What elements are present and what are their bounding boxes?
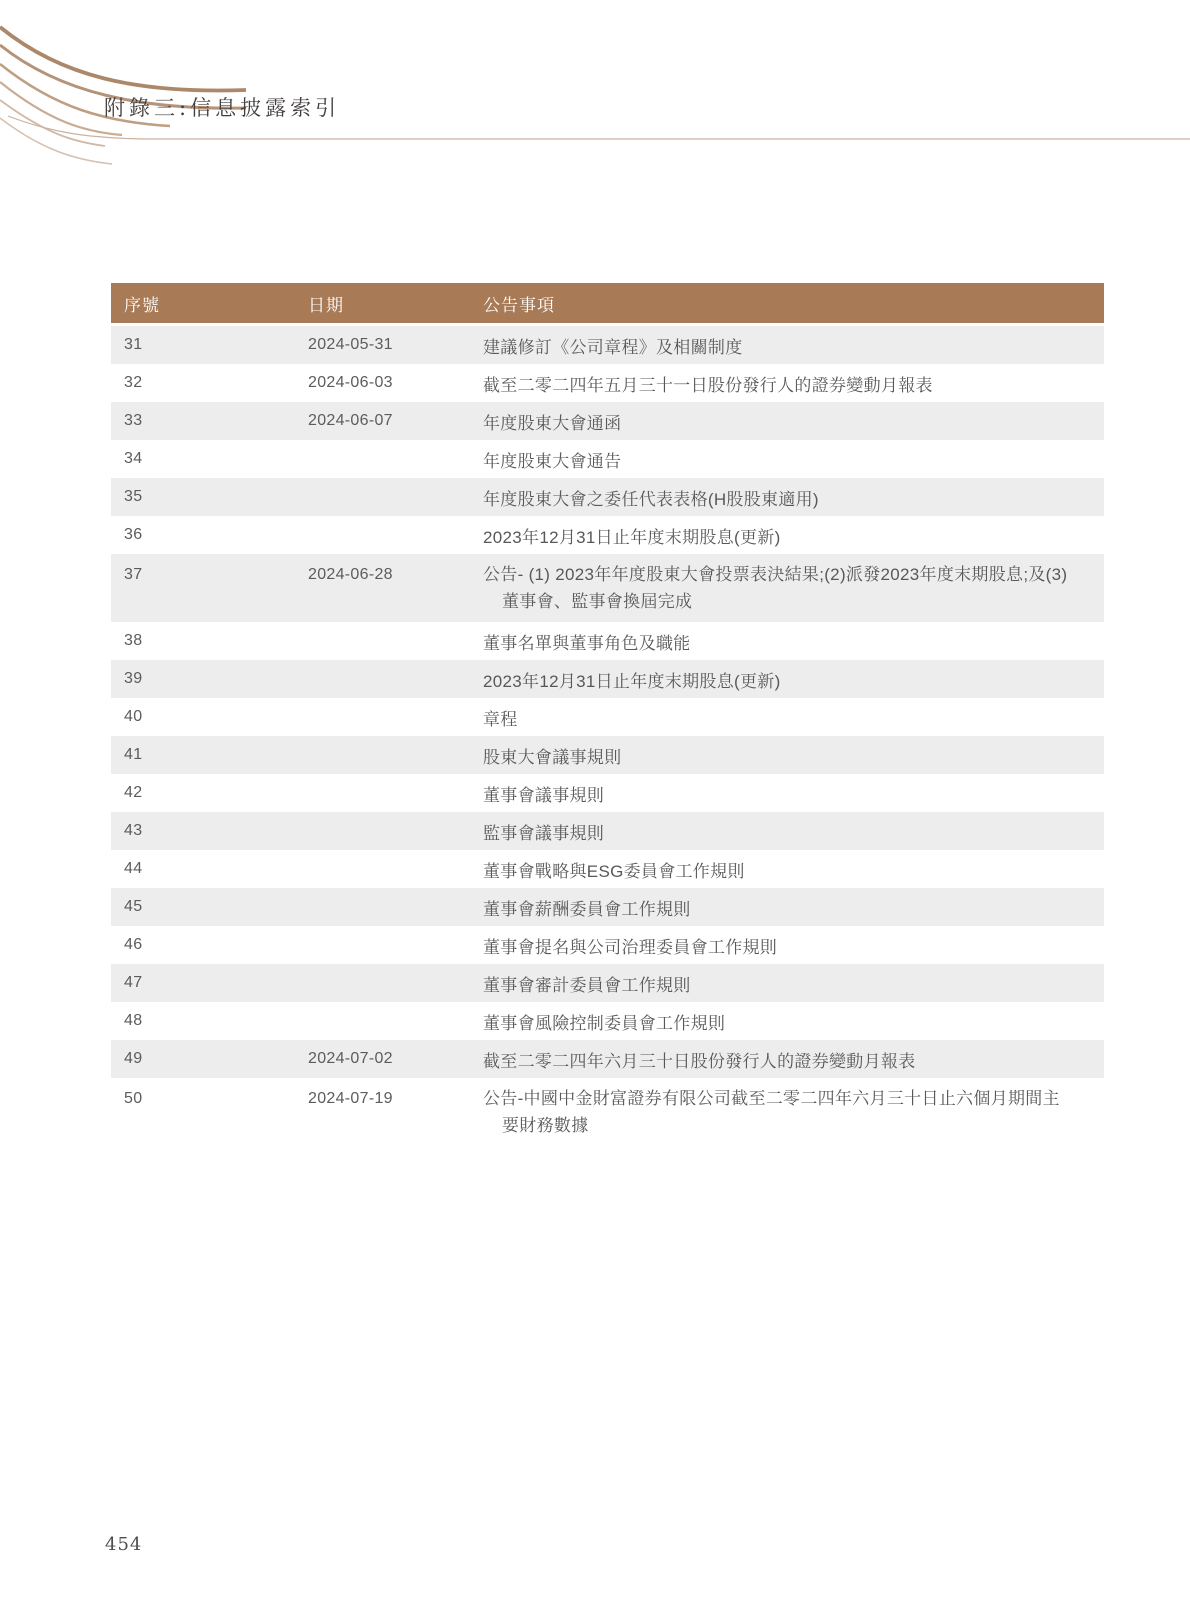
table-row [111, 326, 1104, 364]
row-item-cell: 截至二零二四年六月三十日股份發行人的證券變動月報表 [483, 1051, 916, 1071]
row-number-cell: 45 [124, 898, 143, 915]
row-number-cell: 41 [124, 746, 143, 763]
table-row [111, 964, 1104, 1002]
page-number: 454 [105, 1534, 143, 1555]
row-item-cell: 建議修訂《公司章程》及相關制度 [483, 337, 743, 357]
row-number-cell: 34 [124, 450, 143, 467]
table-row [111, 812, 1104, 850]
row-item-cell: 董事會審計委員會工作規則 [483, 975, 691, 995]
row-date-cell: 2024-06-28 [308, 566, 393, 583]
row-date-cell: 2024-06-07 [308, 412, 393, 429]
table-row [111, 1078, 1104, 1146]
row-item-cell: 年度股東大會之委任代表表格(H股股東適用) [483, 489, 819, 509]
row-date-cell: 2024-07-02 [308, 1050, 393, 1067]
row-number-cell: 49 [124, 1050, 143, 1067]
col-header-no: 序號 [124, 295, 160, 315]
row-item-cell: 董事名單與董事角色及職能 [483, 633, 691, 653]
row-item-cell: 股東大會議事規則 [483, 747, 622, 767]
table-body [111, 326, 1104, 1146]
table-row [111, 774, 1104, 812]
row-item-cell: 2023年12月31日止年度末期股息(更新) [483, 671, 781, 691]
col-header-item: 公告事項 [483, 295, 555, 315]
row-date-cell: 2024-05-31 [308, 336, 393, 353]
row-number-cell: 42 [124, 784, 143, 801]
table-row [111, 478, 1104, 516]
row-item-cell: 章程 [483, 709, 518, 729]
row-item-cell: 董事會議事規則 [483, 785, 605, 805]
table-row [111, 926, 1104, 964]
row-item-cell: 監事會議事規則 [483, 823, 605, 843]
table-row [111, 622, 1104, 660]
row-item-cell: 截至二零二四年五月三十一日股份發行人的證券變動月報表 [483, 375, 933, 395]
table-row [111, 850, 1104, 888]
table-row [111, 660, 1104, 698]
row-number-cell: 48 [124, 1012, 143, 1029]
row-number-cell: 33 [124, 412, 143, 429]
table-row [111, 698, 1104, 736]
row-number-cell: 43 [124, 822, 143, 839]
table-header [111, 283, 1104, 323]
table-row [111, 1040, 1104, 1078]
row-item-cell: 董事會戰略與ESG委員會工作規則 [483, 861, 745, 881]
row-item-cell: 年度股東大會通告 [483, 451, 622, 471]
col-header-date: 日期 [308, 295, 344, 315]
table-row [111, 440, 1104, 478]
table-row [111, 1002, 1104, 1040]
row-number-cell: 39 [124, 670, 143, 687]
row-number-cell: 36 [124, 526, 143, 543]
row-item-cell: 董事會風險控制委員會工作規則 [483, 1013, 726, 1033]
table-row [111, 516, 1104, 554]
row-item-cell: 年度股東大會通函 [483, 413, 622, 433]
table-row [111, 364, 1104, 402]
row-number-cell: 35 [124, 488, 143, 505]
disclosure-table [111, 283, 1104, 1146]
row-number-cell: 38 [124, 632, 143, 649]
row-item-cell: 公告-中國中金財富證券有限公司截至二零二四年六月三十日止六個月期間主 要財務數據 [483, 1089, 1060, 1135]
row-number-cell: 32 [124, 374, 143, 391]
table-row [111, 736, 1104, 774]
row-number-cell: 31 [124, 336, 143, 353]
row-number-cell: 46 [124, 936, 143, 953]
row-item-cell: 2023年12月31日止年度末期股息(更新) [483, 527, 781, 547]
row-date-cell: 2024-06-03 [308, 374, 393, 391]
table-row [111, 402, 1104, 440]
row-number-cell: 40 [124, 708, 143, 725]
row-date-cell: 2024-07-19 [308, 1090, 393, 1107]
row-item-cell: 公告- (1) 2023年年度股東大會投票表決結果;(2)派發2023年度末期股息;及(3) 董事會、監事會換屆完成 [483, 565, 1068, 611]
table-row [111, 888, 1104, 926]
row-item-cell: 董事會薪酬委員會工作規則 [483, 899, 691, 919]
row-number-cell: 47 [124, 974, 143, 991]
row-number-cell: 37 [124, 566, 143, 583]
table-row [111, 554, 1104, 622]
row-number-cell: 44 [124, 860, 143, 877]
row-item-cell: 董事會提名與公司治理委員會工作規則 [483, 937, 778, 957]
page-title: 附錄三:信息披露索引 [104, 96, 341, 120]
row-number-cell: 50 [124, 1090, 143, 1107]
